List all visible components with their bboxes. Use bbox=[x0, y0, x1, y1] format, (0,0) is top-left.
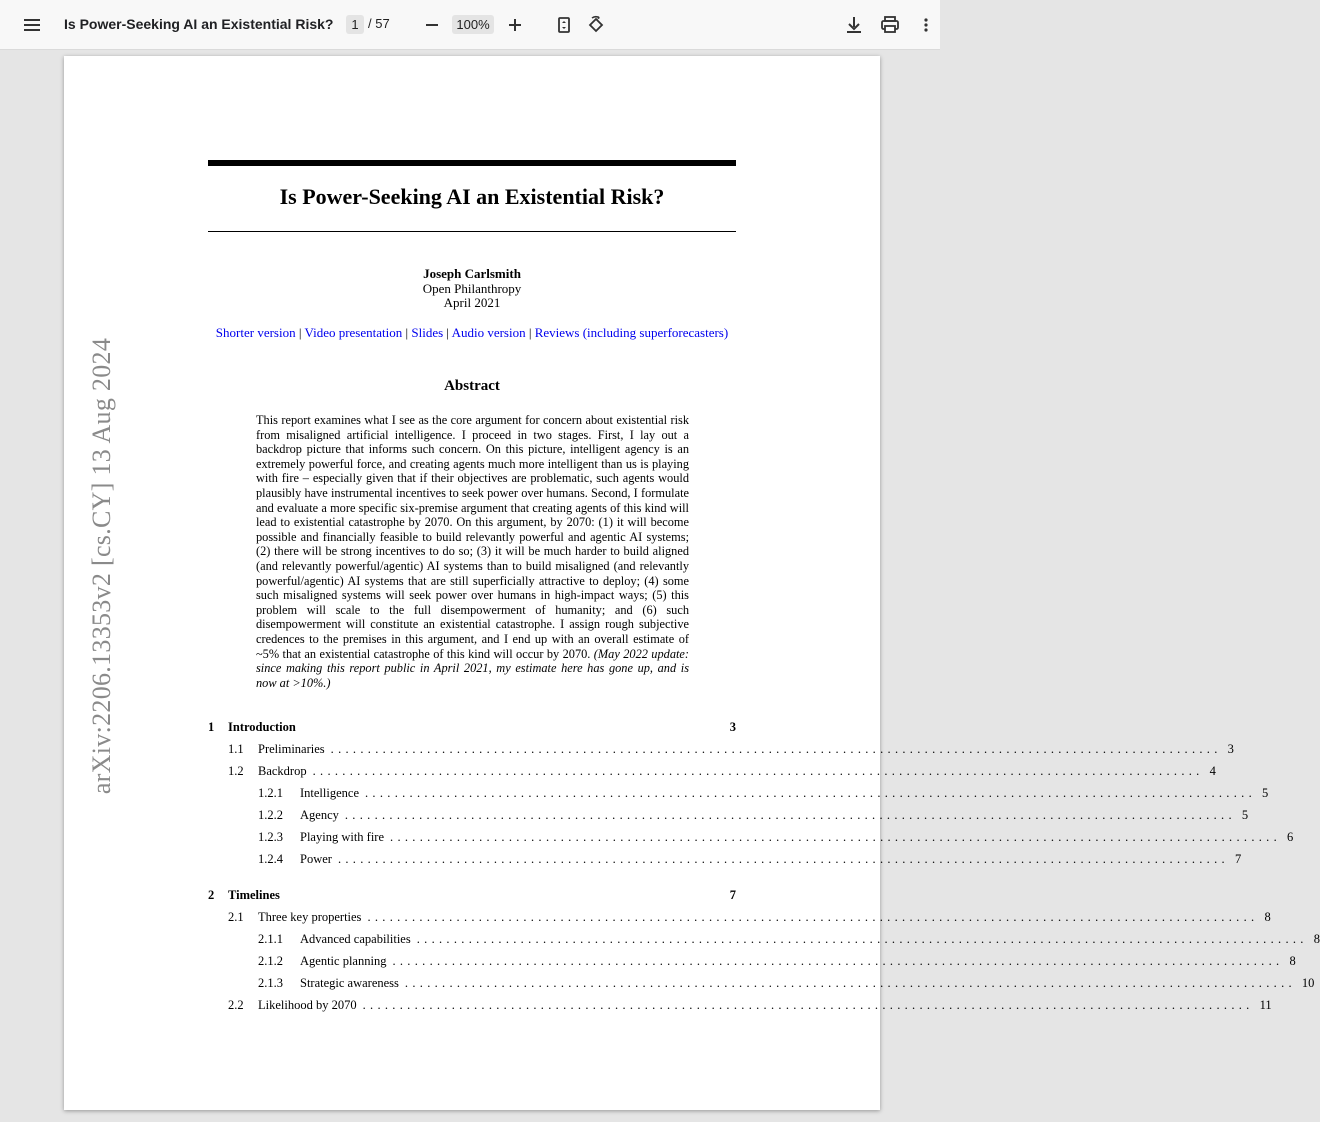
toc-title: Timelines bbox=[228, 888, 280, 902]
toc-leader-dots: ........................................................................................................................ bbox=[362, 998, 1254, 1012]
toc-leader-dots: ........................................................................................................................ bbox=[404, 976, 1296, 990]
toc-title: Intelligence bbox=[300, 786, 359, 800]
toc-page-number: 7 bbox=[1234, 852, 1242, 866]
document-title: Is Power-Seeking AI an Existential Risk? bbox=[64, 16, 334, 32]
toc-number: 1.2.1 bbox=[258, 786, 283, 800]
toc-leader-dots: ........................................................................................................................ bbox=[312, 764, 1204, 778]
arxiv-side-identifier bbox=[82, 331, 122, 801]
toc-page-number: 8 bbox=[1289, 954, 1296, 968]
toc-title: Power bbox=[300, 852, 332, 866]
toc-entry[interactable] bbox=[208, 720, 736, 738]
paper-date: April 2021 bbox=[443, 295, 501, 310]
toc-page-number: 5 bbox=[1241, 808, 1249, 822]
toc-page-number: 3 bbox=[729, 720, 736, 734]
author-block bbox=[208, 267, 736, 311]
paper-title: Is Power-Seeking AI an Existential Risk? bbox=[279, 184, 665, 209]
toc-page-number: 5 bbox=[1262, 786, 1269, 800]
toc-number: 1 bbox=[208, 720, 215, 734]
toc-number: 2.1 bbox=[228, 910, 244, 924]
pdf-page bbox=[64, 56, 1320, 1110]
toc-page-number: 7 bbox=[729, 888, 736, 902]
toc-number: 1.2.3 bbox=[258, 830, 283, 844]
toc-leader-dots: ........................................................................................................................ bbox=[392, 954, 1284, 968]
download-icon[interactable] bbox=[843, 13, 865, 37]
title-bottom-rule bbox=[208, 231, 736, 232]
minus-icon[interactable] bbox=[420, 14, 444, 36]
toc-number: 1.2.4 bbox=[258, 852, 283, 866]
toc-leader-dots: ........................................................................................................................ bbox=[390, 830, 1282, 844]
toc-number: 1.1 bbox=[228, 742, 244, 756]
toc-page-number: 8 bbox=[1264, 910, 1271, 924]
toc-number: 2.2 bbox=[228, 998, 244, 1012]
author-affiliation: Open Philanthropy bbox=[422, 280, 522, 296]
toc-entry[interactable] bbox=[208, 976, 1315, 994]
resource-links bbox=[164, 325, 780, 341]
page-total: / 57 bbox=[368, 16, 390, 31]
toc-entry[interactable] bbox=[208, 932, 1320, 950]
toc-title: Strategic awareness bbox=[300, 976, 399, 990]
abstract-text: This report examines what I see as the core argument for concern about existential risk from misaligned artificial intelligence. I proceed in two stages. First, I lay out a backdrop picture that informs such concern. On this picture, intelligent agency is an extremely powerful force, and creating agents much more intelligent than us is playing with fire – especially given that if their objectives are problematic, such agents would plausibly have instrumental incentives to seek power over humans. Second, I formulate and evaluate a more specific six-premise argument that creating agents of this kind will lead to existential catastrophe by 2070. On this argument, by 2070: (1) it will become possible and financially feasible to build relevantly powerful and agentic AI systems; (2) there will be strong incentives to do so; (3) it will be much harder to build aligned (and relevantly powerful/agentic) AI systems than to build misaligned (and relevantly powerful/agentic) AI systems that are still superficially attractive to deploy; (4) some such misaligned systems will seek power over humans in high-impact ways; (5) this problem will scale to the full disempowerment of humanity; and (6) such disempowerment will constitute an existential catastrophe. I assign rough subjective credences to the premises in this argument, and I end up with an overall estimate of ~5% that an existential catastrophe of this kind will occur by 2070. bbox=[256, 413, 689, 661]
toc-title: Three key properties bbox=[258, 910, 362, 924]
more-vertical-icon[interactable] bbox=[918, 13, 934, 37]
toc-entry[interactable] bbox=[208, 830, 1294, 848]
plus-icon[interactable] bbox=[503, 13, 527, 37]
link-slides[interactable]: Slides bbox=[411, 325, 444, 340]
toc-number: 1.2.2 bbox=[258, 808, 283, 822]
toc-page-number: 6 bbox=[1287, 830, 1294, 844]
toc-leader-dots: ........................................................................................................................ bbox=[330, 742, 1222, 756]
toc-title: Preliminaries bbox=[258, 742, 325, 756]
toc-page-number: 8 bbox=[1313, 932, 1320, 946]
toc-page-number: 3 bbox=[1227, 742, 1234, 756]
toc-number: 2.1.1 bbox=[258, 932, 283, 946]
toc-entry[interactable] bbox=[208, 808, 1249, 826]
link-video-presentation[interactable]: Video presentation bbox=[304, 325, 403, 340]
link-separator: | bbox=[405, 325, 409, 340]
zoom-level-input[interactable]: 100% bbox=[452, 15, 494, 34]
arxiv-identifier-text: arXiv:2206.13353v2 [cs.CY] 13 Aug 2024 bbox=[87, 337, 117, 795]
toc-leader-dots: ........................................................................................................................ bbox=[337, 852, 1229, 866]
title-top-rule bbox=[208, 160, 736, 166]
toc-title: Introduction bbox=[228, 720, 296, 734]
link-reviews[interactable]: Reviews (including superforecasters) bbox=[534, 325, 729, 340]
toc-leader-dots: ........................................................................................................................ bbox=[367, 910, 1259, 924]
menu-icon[interactable] bbox=[18, 13, 46, 37]
print-icon[interactable] bbox=[878, 13, 902, 37]
abstract-body bbox=[256, 413, 689, 690]
toc-entry[interactable] bbox=[208, 910, 1271, 928]
toc-title: Agency bbox=[300, 808, 339, 822]
toc-leader-dots: ........................................................................................................................ bbox=[365, 786, 1256, 800]
toc-title: Backdrop bbox=[258, 764, 307, 778]
abstract-update-note: (May 2022 update: since making this report public in April 2021, my estimate here has gone up, and is now at >10%.) bbox=[256, 646, 690, 690]
toc-title: Likelihood by 2070 bbox=[258, 998, 357, 1012]
rotate-icon[interactable] bbox=[584, 13, 608, 37]
toc-page-number: 11 bbox=[1259, 998, 1272, 1012]
pdf-toolbar bbox=[0, 0, 940, 50]
link-shorter-version[interactable]: Shorter version bbox=[215, 325, 296, 340]
toc-entry[interactable] bbox=[208, 764, 1216, 782]
toc-entry[interactable] bbox=[208, 852, 1242, 870]
toc-page-number: 4 bbox=[1209, 764, 1216, 778]
author-name: Joseph Carlsmith bbox=[423, 266, 521, 281]
toc-entry[interactable] bbox=[208, 742, 1234, 760]
abstract-heading: Abstract bbox=[444, 378, 500, 394]
page-number-input[interactable]: 1 bbox=[346, 15, 364, 34]
toc-entry[interactable] bbox=[208, 888, 736, 906]
link-separator: | bbox=[446, 325, 450, 340]
link-separator: | bbox=[298, 325, 302, 340]
toc-number: 2.1.3 bbox=[258, 976, 283, 990]
toc-leader-dots: ........................................................................................................................ bbox=[344, 808, 1236, 822]
toc-entry[interactable] bbox=[208, 786, 1269, 804]
toc-title: Advanced capabilities bbox=[300, 932, 411, 946]
link-separator: | bbox=[528, 325, 532, 340]
toc-title: Agentic planning bbox=[300, 954, 387, 968]
toc-entry[interactable] bbox=[208, 954, 1296, 972]
toc-leader-dots: ........................................................................................................................ bbox=[416, 932, 1308, 946]
toc-number: 2.1.2 bbox=[258, 954, 283, 968]
toc-title: Playing with fire bbox=[300, 830, 385, 844]
toc-number: 2 bbox=[208, 888, 215, 902]
toc-number: 1.2 bbox=[228, 764, 244, 778]
fit-page-icon[interactable] bbox=[553, 13, 575, 37]
link-audio-version[interactable]: Audio version bbox=[451, 325, 526, 340]
toc-entry[interactable] bbox=[208, 998, 1272, 1016]
toc-page-number: 10 bbox=[1301, 976, 1315, 990]
